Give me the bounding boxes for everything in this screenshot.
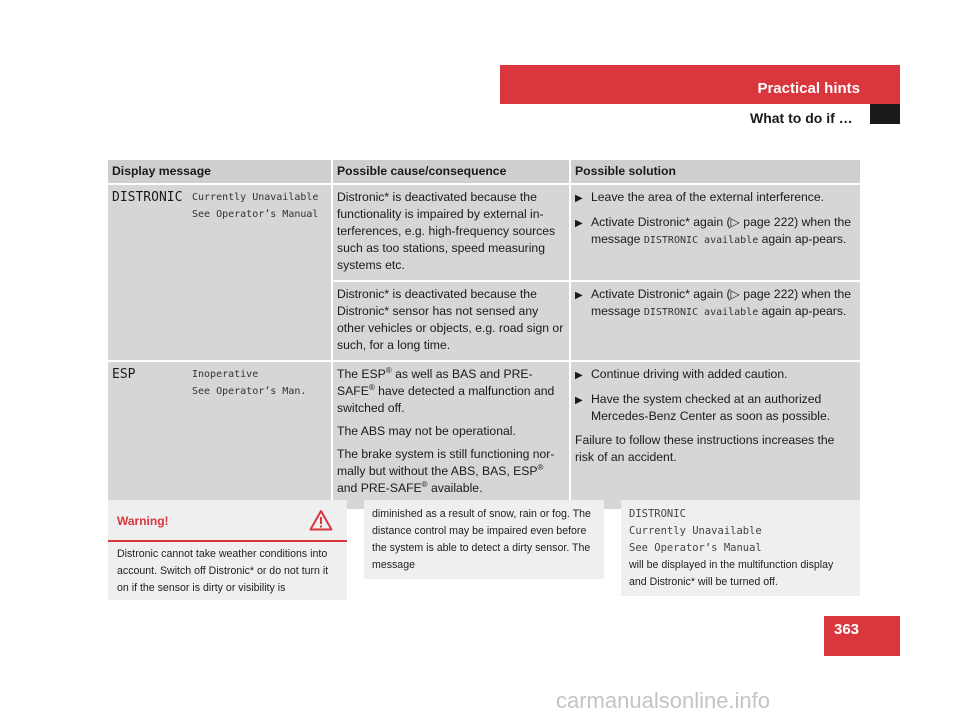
list-item: ▶ Activate Distronic* again (▷ page 222) when the message DISTRONIC available again ap-pears. [575, 286, 856, 321]
list-item: ▶ Leave the area of the external interference. [575, 189, 856, 207]
watermark: carmanualsonline.info [556, 688, 771, 713]
list-item: ▶ Activate Distronic* again (▷ page 222) when the message DISTRONIC available again ap-pears. [575, 214, 856, 249]
esp-solution [570, 361, 860, 509]
page-number: 363 [834, 621, 860, 638]
col-possible-cause: Possible cause/consequence [332, 160, 570, 184]
table-row [108, 184, 860, 281]
section-title: Practical hints [757, 80, 860, 97]
esp-display-message [192, 366, 306, 400]
bullet-triangle-icon: ▶ [575, 193, 583, 204]
distronic-msg-line1: Currently Unavailable [192, 192, 319, 203]
distronic-cause-2: Distronic* is deactivated because the Distronic* sensor has not sensed any other vehicles or objects, e.g. road sign or such, for a long time. [332, 281, 570, 361]
esp-message-cell [108, 361, 332, 509]
code-message: DISTRONIC available [643, 307, 759, 318]
distronic-solution-2 [570, 281, 860, 361]
distronic-solution-1 [570, 184, 860, 281]
warning-body: Distronic cannot take weather conditions into account. Switch off Distronic* or do not turn it on if the sensor is dirty or visibility is [117, 548, 329, 594]
esp-cause: The ESP® as well as BAS and PRE-SAFE® have detected a malfunction and switched off. The ABS may not be operational. The brake system is still functioning nor-mally but without the ABS, BAS, ESP® and PRE-SAFE® available. [332, 361, 570, 509]
page-number-tab [824, 616, 900, 656]
distronic-key: DISTRONIC [112, 190, 183, 205]
col-possible-solution: Possible solution [570, 160, 860, 184]
list-item: ▶ Continue driving with added caution. [575, 366, 856, 384]
header-tab-marker [870, 104, 900, 124]
warning-continuation: diminished as a result of snow, rain or fog. The distance control may be impaired even before the system is able to detect a dirty sensor. The message [364, 500, 604, 579]
warning-header [108, 500, 347, 542]
warning-title: Warning! [117, 514, 169, 528]
distronic-message-cell [108, 184, 332, 361]
distronic-display-message [192, 189, 318, 223]
col-display-message: Display message [108, 160, 332, 184]
bullet-triangle-icon: ▶ [575, 370, 583, 381]
header-bar [500, 65, 900, 104]
subsection-title: What to do if … [750, 110, 853, 126]
note-text: will be displayed in the multifunction display and Distronic* will be turned off. [629, 559, 834, 588]
code-message: DISTRONIC available [643, 235, 759, 246]
bullet-triangle-icon: ▶ [575, 290, 583, 301]
note-msg-line3: See Operator’s Manual [629, 542, 762, 554]
esp-key: ESP [112, 367, 136, 382]
esp-msg-line2: See Operator’s Man. [192, 386, 307, 397]
note-msg-line1: DISTRONIC [629, 508, 686, 520]
note-msg-line2: Currently Unavailable [629, 525, 762, 537]
display-message-note [621, 500, 860, 596]
bullet-triangle-icon: ▶ [575, 218, 583, 229]
display-message-table [108, 160, 860, 509]
esp-msg-line1: Inoperative [192, 369, 259, 380]
table-row [108, 361, 860, 509]
warning-box [108, 500, 347, 600]
bullet-triangle-icon: ▶ [575, 395, 583, 406]
warning-triangle-icon [309, 509, 333, 531]
distronic-msg-line2: See Operator’s Manual [192, 209, 319, 220]
distronic-cause-1: Distronic* is deactivated because the functionality is impaired by external in-terferences, e.g. high-frequency sources such as too stations, speed measuring systems etc. [332, 184, 570, 281]
table-header-row [108, 160, 860, 184]
esp-failure-note: Failure to follow these instructions increases the risk of an accident. [575, 433, 835, 464]
list-item: ▶ Have the system checked at an authorized Mercedes-Benz Center as soon as possible. [575, 392, 831, 423]
